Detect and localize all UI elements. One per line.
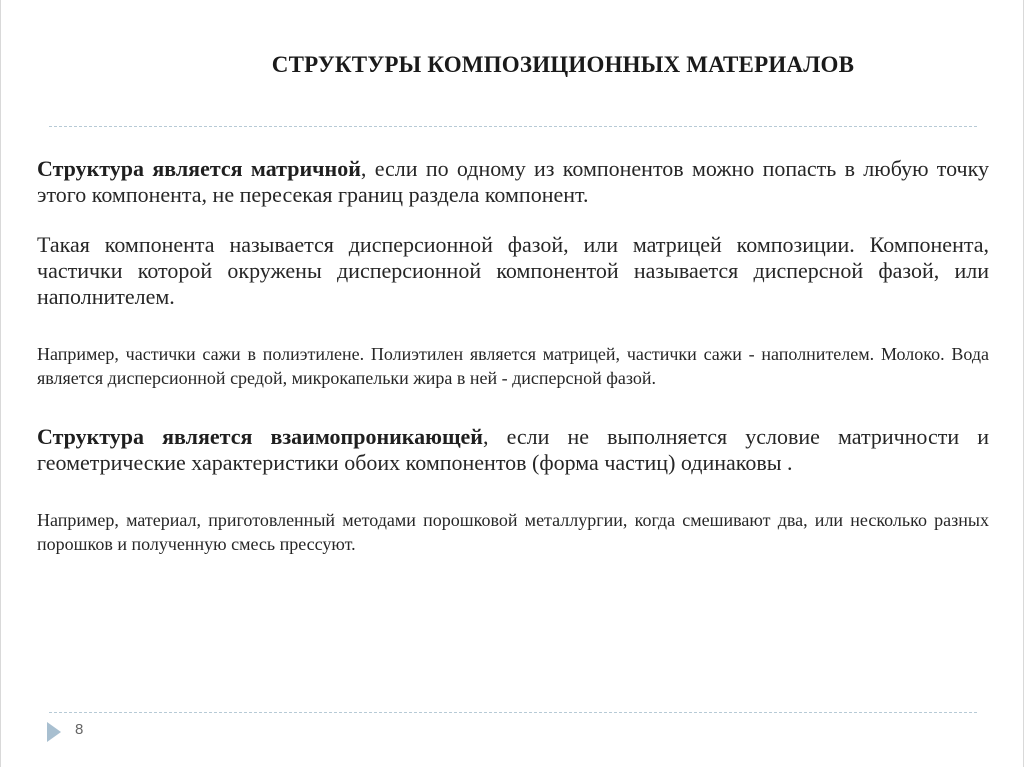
page-number: 8	[75, 721, 84, 738]
interpenetrating-definition-text: , если не выполняется условие матричности и геометрические характеристики обоих компонентов (форма частиц) одинаковы .	[37, 424, 989, 475]
paragraph-matrix-definition	[37, 156, 989, 208]
matrix-definition-term: Структура является матричной	[37, 156, 361, 181]
slide-title: СТРУКТУРЫ КОМПОЗИЦИОННЫХ МАТЕРИАЛОВ	[271, 52, 855, 77]
paragraph-interpenetrating-definition	[37, 424, 989, 476]
paragraph-interpenetrating-example	[37, 508, 989, 556]
interpenetrating-definition-term: Структура является взаимопроникающей	[37, 424, 483, 449]
triangle-marker-icon	[47, 722, 61, 742]
footer-divider	[49, 712, 977, 713]
matrix-example-text: Например, частички сажи в полиэтилене. Полиэтилен является матрицей, частички сажи - наполнителем. Молоко. Вода является дисперсионной средой, микрокапельки жира в ней - дисперсной фазой.	[37, 344, 989, 388]
slide-body	[37, 156, 989, 556]
interpenetrating-example-text: Например, материал, приготовленный методами порошковой металлургии, когда смешивают два, или несколько разных порошков и полученную смесь прессуют.	[37, 510, 989, 554]
dispersion-phase-text: Такая компонента называется дисперсионной фазой, или матрицей композиции. Компонента, частички которой окружены дисперсионной компонентой называется дисперсной фазой, или наполнителем.	[37, 232, 989, 309]
paragraph-matrix-example	[37, 342, 989, 390]
matrix-definition-text: , если по одному из компонентов можно попасть в любую точку этого компонента, не пересекая границ раздела компонент.	[37, 156, 989, 207]
paragraph-dispersion-phase	[37, 232, 989, 310]
title-divider	[49, 126, 977, 127]
